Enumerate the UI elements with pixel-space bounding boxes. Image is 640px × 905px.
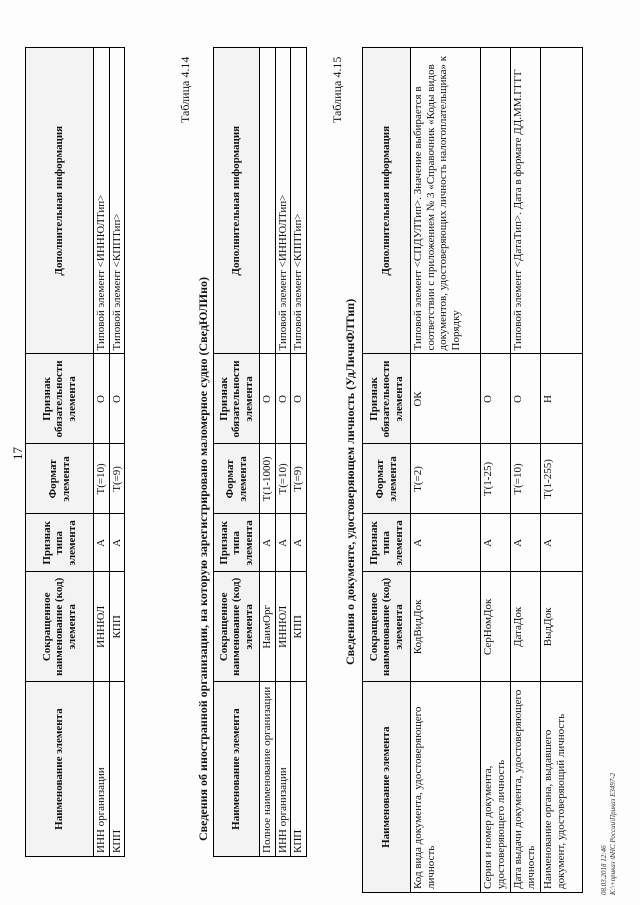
header-name: Наименование элемента [214, 682, 260, 857]
cell-format: T(1-25) [481, 444, 511, 514]
cell-code: НаимОрг [260, 572, 276, 682]
header-required: Признак обязательности элемента [26, 354, 94, 444]
header-info: Дополнительная информация [214, 48, 260, 354]
cell-required: О [291, 354, 307, 444]
cell-name: Код вида документа, удостоверяющего личность [411, 682, 481, 893]
cell-type: А [481, 514, 511, 572]
cell-type: А [541, 514, 583, 572]
table-row [260, 48, 276, 857]
cell-name: Дата выдачи документа, удостоверяющего личность [511, 682, 541, 893]
table-row [291, 48, 307, 857]
cell-info: Типовой элемент <СПДУЛТип>. Значение выбирается в соответствии с приложением № 3 «Справочник «Коды видов документов, удостоверяющих личность налогоплательщика» к Порядку [411, 48, 481, 355]
table-row [109, 48, 125, 857]
cell-info [541, 48, 583, 355]
header-type: Признак типа элемента [214, 514, 260, 572]
cell-info: Типовой элемент <КППТип> [291, 48, 307, 354]
cell-required: О [511, 354, 541, 444]
header-format: Формат элемента [26, 444, 94, 514]
cell-type: А [411, 514, 481, 572]
cell-required: ОК [411, 354, 481, 444]
cell-info [481, 48, 511, 355]
table-row [411, 48, 481, 893]
cell-name: КПП [291, 682, 307, 857]
header-code: Сокращенное наименование (код) элемента [214, 572, 260, 682]
cell-format: T(=10) [511, 444, 541, 514]
cell-code: КПП [109, 572, 125, 682]
cell-info: Типовой элемент <ИННЮЛТип> [94, 48, 110, 354]
cell-code: СерНомДок [481, 572, 511, 682]
header-required: Признак обязательности элемента [214, 354, 260, 444]
cell-required: О [109, 354, 125, 444]
cell-code: КПП [291, 572, 307, 682]
cell-format: T(=2) [411, 444, 481, 514]
cell-format: T(=10) [94, 444, 110, 514]
footer-path: К:\+приказ ФНС России\Приказ ЕЗ497-2 [609, 772, 618, 895]
cell-type: А [94, 514, 110, 572]
table-row [94, 48, 110, 857]
cell-code: ДатаДок [511, 572, 541, 682]
table-4-14 [213, 47, 307, 857]
cell-required: О [275, 354, 291, 444]
cell-required: О [260, 354, 276, 444]
header-info: Дополнительная информация [363, 48, 411, 355]
header-required: Признак обязательности элемента [363, 354, 411, 444]
cell-format: T(=9) [291, 444, 307, 514]
cell-type: А [260, 514, 276, 572]
cell-name: КПП [109, 682, 125, 857]
header-format: Формат элемента [363, 444, 411, 514]
table-4-15 [362, 47, 583, 893]
footer-stamp [600, 773, 618, 895]
table-row [275, 48, 291, 857]
header-name: Наименование элемента [26, 682, 94, 857]
table-row [511, 48, 541, 893]
cell-code: ИННЮЛ [94, 572, 110, 682]
cell-name: Полное наименование организации [260, 682, 276, 857]
cell-info [260, 48, 276, 354]
cell-name: Серия и номер документа, удостоверяющего личность [481, 682, 511, 893]
cell-type: А [511, 514, 541, 572]
table-top [25, 47, 125, 857]
footer-date: 08.03.2018 12:46 [600, 845, 608, 895]
table-4-15-heading: Сведения о документе, удостоверяющем личность (УдЛичнФЛТип) [343, 298, 357, 665]
cell-required: О [481, 354, 511, 444]
cell-code: КодВидДок [411, 572, 481, 682]
header-code: Сокращенное наименование (код) элемента [26, 572, 94, 682]
cell-code: ИННЮЛ [275, 572, 291, 682]
cell-format: T(=10) [275, 444, 291, 514]
cell-name: ИНН организации [275, 682, 291, 857]
header-type: Признак типа элемента [363, 514, 411, 572]
header-code: Сокращенное наименование (код) элемента [363, 572, 411, 682]
cell-code: ВыдДок [541, 572, 583, 682]
header-info: Дополнительная информация [26, 48, 94, 354]
cell-type: А [275, 514, 291, 572]
table-4-15-caption: Таблица 4.15 [330, 56, 344, 123]
header-type: Признак типа элемента [26, 514, 94, 572]
table-row [541, 48, 583, 893]
table-4-14-caption: Таблица 4.14 [178, 56, 192, 123]
header-name: Наименование элемента [363, 682, 411, 893]
cell-info: Типовой элемент <ДатаТип>. Дата в формате ДД.ММ.ГГГГ [511, 48, 541, 355]
cell-format: T(1-1000) [260, 444, 276, 514]
cell-format: T(=9) [109, 444, 125, 514]
table-row [481, 48, 511, 893]
cell-name: Наименование органа, выдавшего документ, удостоверяющий личность [541, 682, 583, 893]
cell-info: Типовой элемент <ИННЮЛТип> [275, 48, 291, 354]
cell-format: T(1-255) [541, 444, 583, 514]
cell-name: ИНН организации [94, 682, 110, 857]
table-4-14-heading: Сведения об иностранной организации, на которую зарегистрировано маломерное судно (СведЮЛИно) [196, 277, 210, 841]
cell-required: О [94, 354, 110, 444]
cell-type: А [291, 514, 307, 572]
cell-required: Н [541, 354, 583, 444]
page-number: 17 [10, 447, 25, 460]
cell-info: Типовой элемент <КППТип> [109, 48, 125, 354]
cell-type: А [109, 514, 125, 572]
header-format: Формат элемента [214, 444, 260, 514]
